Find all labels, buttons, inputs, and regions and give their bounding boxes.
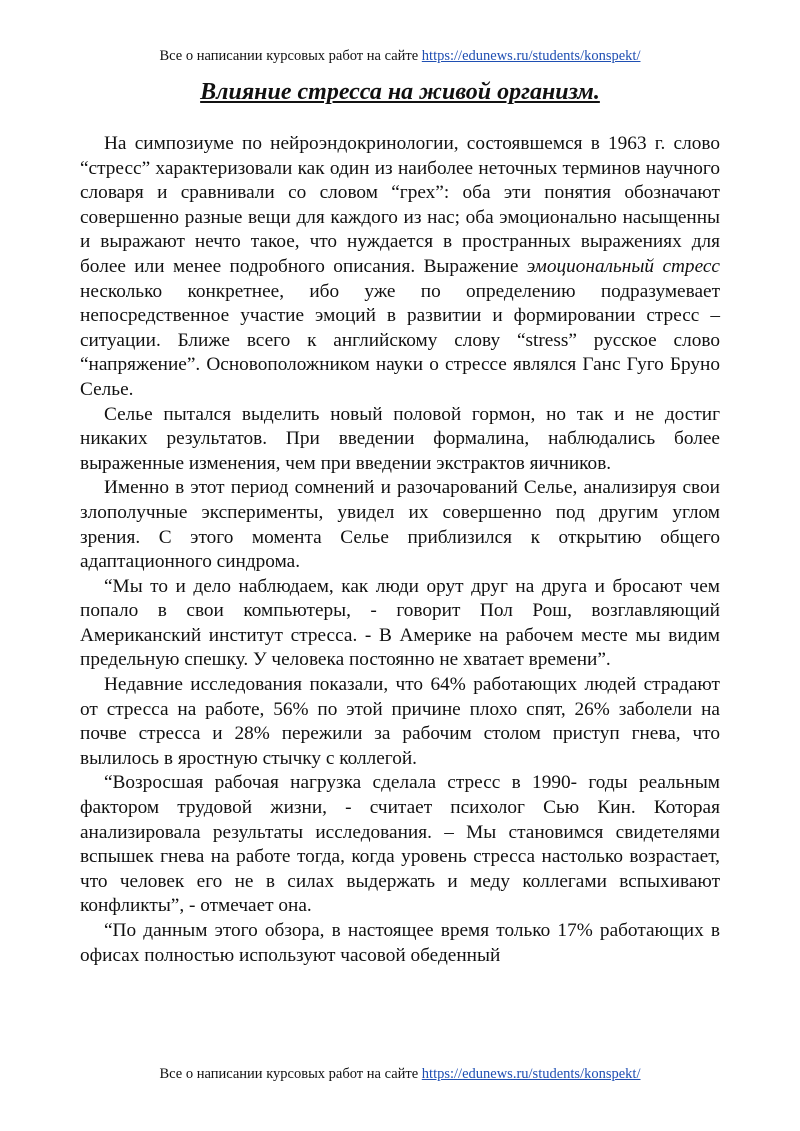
page-footer <box>0 1065 800 1083</box>
paragraph-3: Именно в этот период сомнений и разочарований Селье, анализируя свои злополучные эксперименты, увидел их совершенно под другим углом зрения. С этого момента Селье приблизился к открытию общего адаптационного синдрома. <box>80 477 720 573</box>
document-body <box>80 132 720 968</box>
paragraph-4: “Мы то и дело наблюдаем, как люди орут друг на друга и бросают чем попало в свои компьютеры, - говорит Пол Рош, возглавляющий Американский институт стресса. - В Америке на рабочем месте мы видим предельную спешку. У человека постоянно не хватает времени”. <box>80 575 720 671</box>
paragraph-2: Селье пытался выделить новый половой гормон, но так и не достиг никаких результатов. При введении формалина, наблюдались более выраженные изменения, чем при введении экстрактов яичников. <box>80 403 720 474</box>
paragraph-1-before: На симпозиуме по нейроэндокринологии, состоявшемся в 1963 г. слово “стресс” характеризовали как один из наиболее неточных терминов научного словаря и сравнивали со словом “грех”: оба эти понятия обозначают совершенно разные вещи для каждого из нас; оба эмоционально насыщенны и выражают нечто такое, что нуждается в пространных выражениях для более или менее подробного описания. Выражение <box>80 133 720 277</box>
paragraph-5: Недавние исследования показали, что 64% работающих людей страдают от стресса на работе, 56% по этой причине плохо спят, 26% заболели на почве стресса и 28% пережили за рабочим столом приступ гнева, что вылилось в яростную стычку с коллегой. <box>80 674 720 769</box>
header-text: Все о написании курсовых работ на сайте <box>159 48 422 64</box>
paragraph-1-emphasis: эмоциональный стресс <box>526 255 720 277</box>
header-link[interactable]: https://edunews.ru/students/konspekt/ <box>421 48 641 64</box>
footer-link[interactable]: https://edunews.ru/students/konspekt/ <box>421 1066 641 1082</box>
document-title: Влияние стресса на живой организм. <box>200 79 600 105</box>
footer-text: Все о написании курсовых работ на сайте <box>159 1066 422 1082</box>
paragraph-7: “По данным этого обзора, в настоящее время только 17% работающих в офисах полностью используют часовой обеденный <box>80 920 720 966</box>
page-header <box>0 47 800 65</box>
paragraph-1 <box>80 132 720 403</box>
paragraph-6: “Возросшая рабочая нагрузка сделала стресс в 1990- годы реальным фактором трудовой жизни, - считает психолог Сью Кин. Которая анализировала результаты исследования. – Мы становимся свидетелями вспышек гнева на работе тогда, когда уровень стресса настолько возрастает, что человек его не в силах выдержать и меду коллегами вспыхивают конфликты”, - отмечает она. <box>80 772 720 917</box>
paragraph-1-after: несколько конкретнее, ибо уже по определению подразумевает непосредственное участие эмоций в развитии и формировании стресс – ситуации. Ближе всего к английскому слову “stress” русское слово “напряжение”. Основоположником науки о стрессе являлся Ганс Гуго Бруно Селье. <box>80 280 720 400</box>
